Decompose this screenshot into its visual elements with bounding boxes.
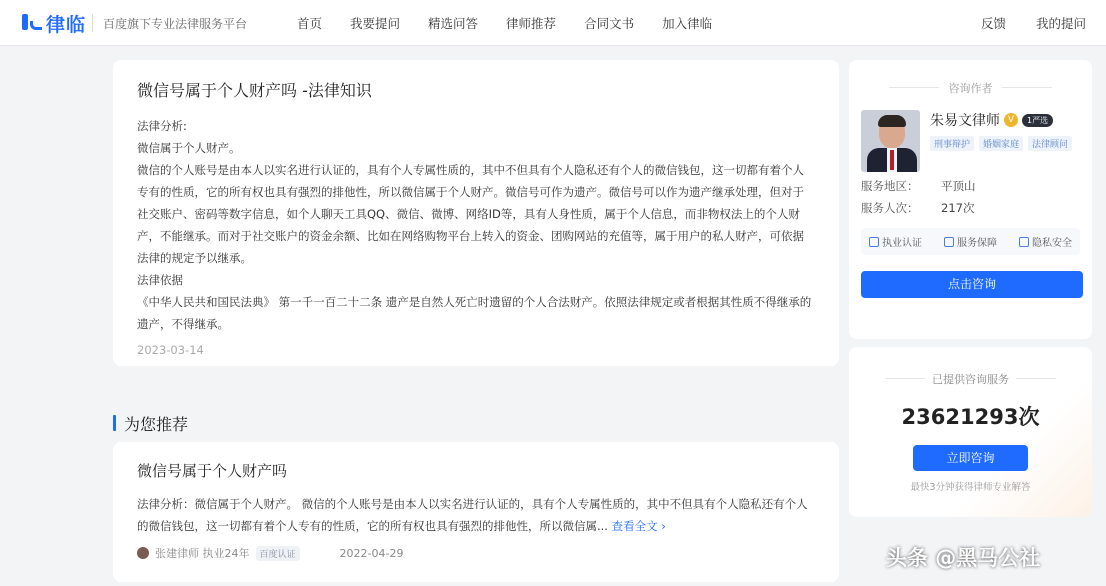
served-value: 217次 [941, 201, 975, 215]
lawyer-tag: 婚姻家庭 [979, 136, 1023, 151]
guarantee-label: 服务保障 [957, 238, 997, 249]
guarantee-item [1019, 234, 1072, 249]
ask-now-button[interactable]: 立即咨询 [913, 445, 1028, 471]
lawyer-profile [861, 110, 1080, 172]
lawyer-name-row [930, 110, 1080, 130]
guarantee-bar [861, 228, 1080, 255]
guarantee-item [869, 234, 922, 249]
region-label: 服务地区： [861, 179, 919, 193]
nav-ask-question[interactable]: 我要提问 [350, 16, 401, 31]
lawyer-name[interactable]: 朱易文律师 [930, 113, 1000, 129]
author-avatar [137, 547, 149, 559]
lawyer-card [849, 60, 1092, 339]
article-date: 2023-03-14 [137, 343, 204, 357]
nav-contract-docs[interactable]: 合同文书 [584, 16, 635, 31]
logo-text: 律临 [46, 13, 87, 36]
top-navigation-bar [0, 0, 1106, 46]
stats-note: 最快3分钟获得律师专业解答 [910, 482, 1031, 493]
lawyer-tags [930, 136, 1080, 156]
logo-mark-icon [22, 13, 42, 33]
nav-selected-qa[interactable]: 精选问答 [428, 16, 479, 31]
guarantee-label: 隐私安全 [1032, 238, 1072, 249]
site-logo[interactable] [22, 11, 86, 35]
nav-right [951, 14, 1086, 32]
lawyer-info [930, 110, 1080, 172]
article-paragraph: 微信的个人账号是由本人以实名进行认证的，具有个人专属性质的，其中不但具有个人隐私还有个人的微信钱包，这一切都有着个人专有的性质，它的所有权也具有强烈的排他性，所以微信属于个人财产。微信号可作为遗产。微信号可以作为遗产继承处理，但对于社交账户、密码等数字信息，如个人聊天工具QQ、微信、微博、网络ID等，具有人身性质，属于个人信息，而非物权法上的个人财产，不能继承。而对于社交账户的资金余额、比如在网络购物平台上转入的资金、团购网站的充值等，属于用户的私人财产，可依据法律的规定予以继承。 [137, 163, 804, 265]
article-card [113, 60, 839, 366]
nav-join[interactable]: 加入律临 [662, 16, 713, 31]
nav-lawyer-recommend[interactable]: 律师推荐 [506, 16, 557, 31]
heading-accent-bar [113, 415, 116, 431]
article-paragraph: 《中华人民共和国民法典》 第一千一百二十二条 遗产是自然人死亡时遗留的个人合法财产。依照法律规定或者根据其性质不得继承的遗产，不得继承。 [137, 295, 812, 331]
recommend-body-text: 法律分析：微信属于个人财产。 微信的个人账号是由本人以实名进行认证的，具有个人专属性质的，其中不但具有个人隐私还有个人的微信钱包，这一切都有着个人专有的性质，它的所有权也具有强烈的排他性，所以微信属... [137, 497, 808, 533]
level-badge: 1严选 [1022, 114, 1053, 127]
served-label: 服务人次： [861, 201, 919, 215]
shield-icon [944, 237, 954, 247]
main-nav [297, 14, 740, 32]
recommend-heading-text: 为您推荐 [124, 414, 189, 434]
recommend-summary [137, 493, 815, 537]
recommend-meta [137, 545, 815, 561]
recommend-section-heading [113, 413, 188, 433]
lawyer-tag: 刑事辩护 [930, 136, 974, 151]
lawyer-card-heading: 咨询作者 [861, 80, 1080, 96]
certified-icon [869, 237, 879, 247]
logo-divider [92, 14, 93, 32]
lock-icon [1019, 237, 1029, 247]
region-value: 平顶山 [941, 179, 976, 193]
my-questions-link[interactable]: 我的提问 [1035, 16, 1086, 31]
lawyer-tag: 法律顾问 [1028, 136, 1072, 151]
nav-home[interactable]: 首页 [297, 16, 323, 31]
guarantee-item [944, 234, 997, 249]
lawyer-photo[interactable] [861, 110, 920, 172]
article-paragraph: 法律依据 [137, 273, 183, 287]
recommend-date: 2022-04-29 [339, 546, 404, 560]
site-slogan: 百度旗下专业法律服务平台 [103, 17, 248, 31]
article-title: 微信号属于个人财产吗 -法律知识 [137, 81, 372, 100]
recommend-card[interactable] [113, 442, 839, 582]
service-count-row [861, 200, 1080, 216]
read-more-link[interactable]: 查看全文 › [611, 519, 666, 533]
service-count: 23621293次 [901, 405, 1040, 429]
guarantee-label: 执业认证 [882, 238, 922, 249]
service-region-row [861, 178, 1080, 194]
author-badge: 百度认证 [256, 546, 300, 561]
service-stats-card [849, 347, 1092, 517]
author-name: 张建律师 执业24年 [155, 547, 250, 560]
stats-heading: 已提供咨询服务 [849, 371, 1092, 387]
article-paragraph: 法律分析: [137, 119, 187, 133]
article-paragraph: 微信属于个人财产。 [137, 141, 241, 155]
consult-lawyer-button[interactable]: 点击咨询 [861, 271, 1083, 298]
feedback-link[interactable]: 反馈 [980, 16, 1006, 31]
verified-icon: V [1004, 113, 1018, 127]
watermark: 头条 @黑马公社 [886, 546, 1041, 570]
recommend-title[interactable]: 微信号属于个人财产吗 [137, 462, 288, 480]
